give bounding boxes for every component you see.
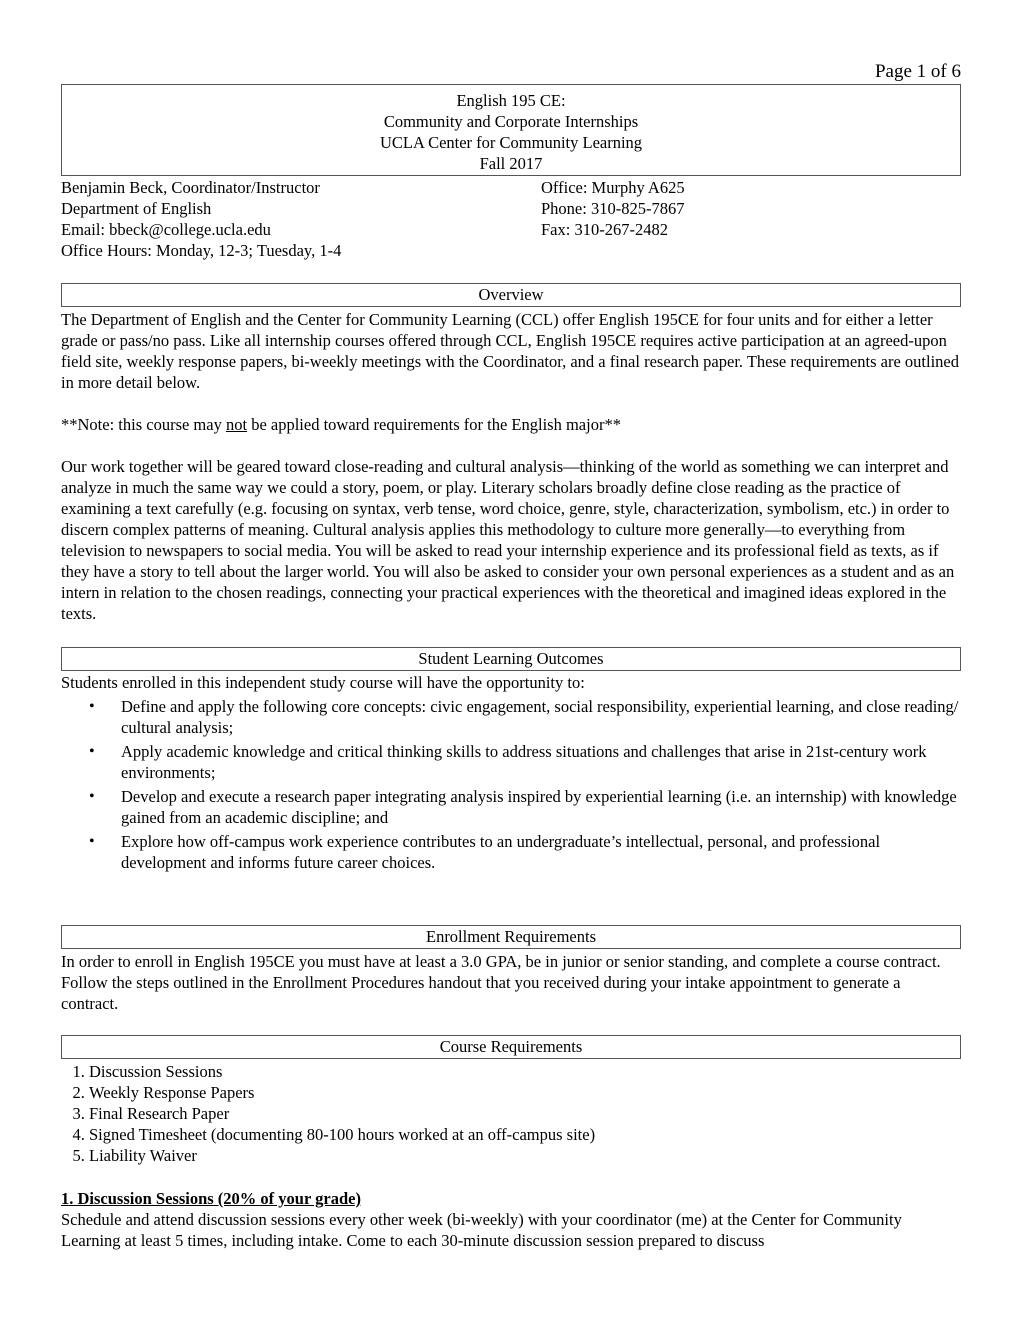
slo-intro: Students enrolled in this independent study course will have the opportunity to: [61,673,585,692]
note-text-end: be applied toward requirements for the English major** [247,415,621,434]
phone: Phone: 310-825-7867 [541,199,685,218]
discussion-section [61,1188,961,1251]
department: Department of English [61,199,212,218]
requirement-item: 2. Weekly Response Papers [89,1082,961,1103]
slo-item: • Develop and execute a research paper integrating analysis inspired by experiential learning (i.e. an internship) with knowledge gained from an academic discipline; and [121,786,961,828]
term: Fall 2017 [479,154,543,173]
instructor-name: Benjamin Beck, Coordinator/Instructor [61,178,320,197]
contact-info [61,177,961,261]
overview-paragraph: The Department of English and the Center for Community Learning (CCL) offer English 195CE for four units and for either a letter grade or pass/no pass. Like all internship courses offered through CCL, English 195CE requires active participation at an agreed-upon field site, weekly response papers, bi-weekly meetings with the Coordinator, and a final research paper. These requirements are outlined in more detail below. [61,310,959,392]
slo-item: • Apply academic knowledge and critical thinking skills to address situations and challenges that arise in 21st-century work environments; [121,741,961,783]
enrollment-heading-box [61,925,961,949]
requirement-item: 1. Discussion Sessions [89,1061,961,1082]
note-emphasis: not [225,415,248,434]
note-text: **Note: this course may [61,415,226,434]
course-requirements-list [61,1061,961,1166]
enrollment-heading: Enrollment Requirements [425,927,596,946]
office-hours: Office Hours: Monday, 12-3; Tuesday, 1-4 [61,241,342,260]
discussion-heading: 1. Discussion Sessions (20% of your grade) [61,1189,361,1208]
overview-heading: Overview [478,285,544,304]
slo-section [61,672,961,873]
course-requirements-heading: Course Requirements [439,1037,583,1056]
fax: Fax: 310-267-2482 [541,220,668,239]
overview-section [61,309,961,624]
overview-heading-box [61,283,961,307]
course-subtitle: Community and Corporate Internships [383,112,639,131]
page-number: Page 1 of 6 [874,61,961,82]
requirement-item: 4. Signed Timesheet (documenting 80-100 hours worked at an off-campus site) [89,1124,961,1145]
office: Office: Murphy A625 [541,178,685,197]
center-name: UCLA Center for Community Learning [379,133,643,152]
note [61,414,961,435]
slo-heading: Student Learning Outcomes [418,649,604,668]
slo-item: • Explore how off-campus work experience contributes to an undergraduate’s intellectual, personal, and professional development and informs future career choices. [121,831,961,873]
analysis-paragraph: Our work together will be geared toward close-reading and cultural analysis—thinking of the world as something we can interpret and analyze in much the same way we could a story, poem, or play. Literary scholars broadly define close reading as the practice of examining a text carefully (e.g. focusing on syntax, verb tense, word choice, genre, style, characterization, symbolism, etc.) in order to discern complex patterns of meaning. Cultural analysis applies this methodology to culture more generally—to everything from television to newspapers to social media. You will be asked to read your internship experience and its professional field as texts, as if they have a story to tell about the larger world. You will also be asked to consider your own personal experiences as a student and as an intern in relation to the chosen readings, connecting your practical experiences with the theoretical and imagined ideas explored in the texts. [61,457,955,623]
course-requirements-heading-box [61,1035,961,1059]
slo-heading-box [61,647,961,671]
requirement-item: 3. Final Research Paper [89,1103,961,1124]
course-title: English 195 CE: [456,91,566,110]
email: Email: bbeck@college.ucla.edu [61,220,271,239]
course-title-box [61,84,961,176]
requirement-item: 5. Liability Waiver [89,1145,961,1166]
slo-item: • Define and apply the following core concepts: civic engagement, social responsibility, experiential learning, and close reading/ cultural analysis; [121,696,961,738]
discussion-text: Schedule and attend discussion sessions every other week (bi-weekly) with your coordinator (me) at the Center for Community Learning at least 5 times, including intake. Come to each 30-minute discussion session prepared to discuss [61,1210,902,1250]
enrollment-text: In order to enroll in English 195CE you must have at least a 3.0 GPA, be in junior or senior standing, and complete a course contract. Follow the steps outlined in the Enrollment Procedures handout that you received during your intake appointment to generate a contract. [61,952,941,1013]
